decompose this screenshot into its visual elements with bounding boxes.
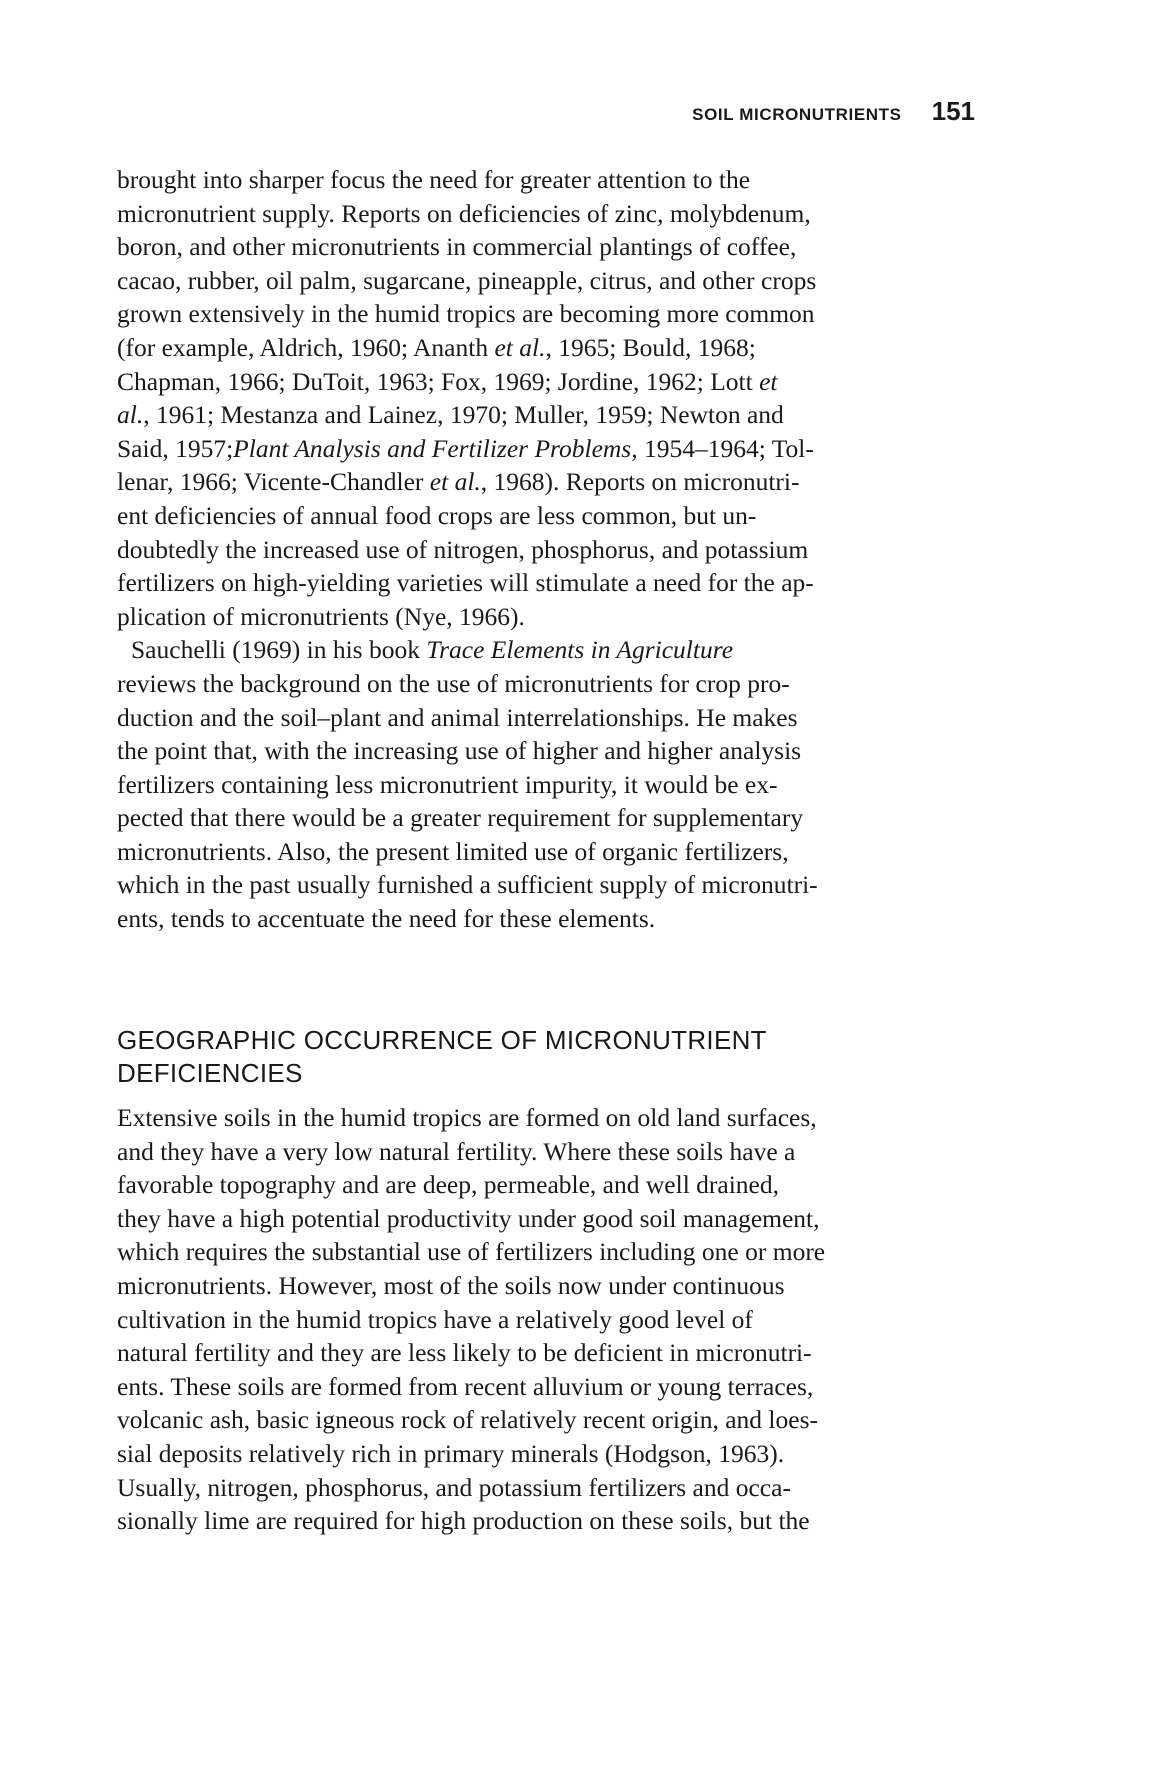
text-line: ent deficiencies of annual food crops are less common, but un-	[117, 500, 757, 530]
text-line: micronutrient supply. Reports on deficiencies of zinc, molybdenum,	[117, 198, 811, 228]
text-line: brought into sharper focus the need for greater attention to the	[117, 165, 751, 194]
text-line: reviews the background on the use of micronutrients for crop pro-	[117, 668, 790, 698]
italic-run: al.	[117, 400, 144, 430]
section-heading-line: DEFICIENCIES	[117, 1058, 303, 1088]
text-line: Usually, nitrogen, phosphorus, and potassium fertilizers and occa-	[117, 1472, 791, 1502]
running-head	[692, 96, 975, 127]
text-line	[117, 432, 982, 466]
text-line: natural fertility and they are less likely to be deficient in micronutri-	[117, 1338, 812, 1368]
text-run: lenar, 1966; Vicente-Chandler	[117, 467, 424, 497]
text-line: ents, tends to accentuate the need for these elements.	[117, 904, 656, 934]
text-line	[117, 633, 982, 667]
text-line: Extensive soils in the humid tropics are formed on old land surfaces,	[117, 1103, 817, 1132]
text-line: micronutrients. Also, the present limited use of organic fertilizers,	[117, 836, 789, 866]
text-run: , 1961; Mestanza and Lainez, 1970; Muller, 1959; Newton and	[143, 400, 784, 430]
italic-run: et al.	[429, 467, 481, 497]
text-run: (for example, Aldrich, 1960; Ananth	[117, 332, 489, 362]
text-line: fertilizers on high-yielding varieties will stimulate a need for the ap-	[117, 568, 814, 598]
text-line: sionally lime are required for high production on these soils, but the	[117, 1506, 810, 1536]
text-line: boron, and other micronutrients in commercial plantings of coffee,	[117, 232, 797, 262]
section-2-text	[117, 1101, 982, 1538]
text-run: , 1968). Reports on micronutri-	[480, 467, 800, 497]
text-line	[117, 398, 982, 432]
text-line	[117, 465, 982, 499]
text-line: plication of micronutrients (Nye, 1966).	[117, 601, 525, 631]
text-line: grown extensively in the humid tropics are becoming more common	[117, 299, 815, 329]
text-line: the point that, with the increasing use of higher and higher analysis	[117, 736, 802, 766]
text-line: ents. These soils are formed from recent alluvium or young terraces,	[117, 1371, 814, 1401]
text-line: duction and the soil–plant and animal interrelationships. He makes	[117, 702, 798, 732]
text-line: micronutrients. However, most of the soils now under continuous	[117, 1270, 785, 1300]
text-line	[117, 331, 982, 365]
italic-run: et	[759, 366, 778, 396]
italic-run: Plant Analysis and Fertilizer Problems,	[233, 433, 638, 463]
text-run: Said, 1957;	[117, 433, 234, 463]
text-line: cultivation in the humid tropics have a relatively good level of	[117, 1304, 753, 1334]
italic-run: Trace Elements in Agriculture	[426, 635, 734, 665]
text-run: Sauchelli (1969) in his book	[131, 635, 420, 665]
text-line: volcanic ash, basic igneous rock of relatively recent origin, and loes-	[117, 1405, 819, 1435]
text-line: favorable topography and are deep, permeable, and well drained,	[117, 1170, 779, 1200]
text-line: doubtedly the increased use of nitrogen, phosphorus, and potassium	[117, 534, 809, 564]
section-heading-line: GEOGRAPHIC OCCURRENCE OF MICRONUTRIENT	[117, 1025, 767, 1055]
text-line: which requires the substantial use of fertilizers including one or more	[117, 1237, 826, 1267]
text-line: pected that there would be a greater requirement for supplementary	[117, 803, 804, 833]
page-number: 151	[931, 96, 975, 126]
text-line: they have a high potential productivity under good soil management,	[117, 1203, 820, 1233]
text-line: cacao, rubber, oil palm, sugarcane, pineapple, citrus, and other crops	[117, 265, 817, 295]
text-line: sial deposits relatively rich in primary minerals (Hodgson, 1963).	[117, 1438, 785, 1468]
text-line: which in the past usually furnished a sufficient supply of micronutri-	[117, 870, 818, 900]
running-title: SOIL MICRONUTRIENTS	[692, 105, 902, 124]
text-line: and they have a very low natural fertility. Where these soils have a	[117, 1136, 796, 1166]
text-run: , 1965; Bould, 1968;	[545, 332, 756, 362]
text-run: Chapman, 1966; DuToit, 1963; Fox, 1969; Jordine, 1962; Lott	[117, 366, 753, 396]
italic-run: et al.	[494, 332, 546, 362]
section-heading	[117, 1024, 767, 1090]
text-run: 1954–1964; Tol-	[644, 433, 814, 463]
text-line: fertilizers containing less micronutrient impurity, it would be ex-	[117, 769, 778, 799]
text-line	[117, 365, 982, 399]
section-1-text	[117, 163, 982, 936]
